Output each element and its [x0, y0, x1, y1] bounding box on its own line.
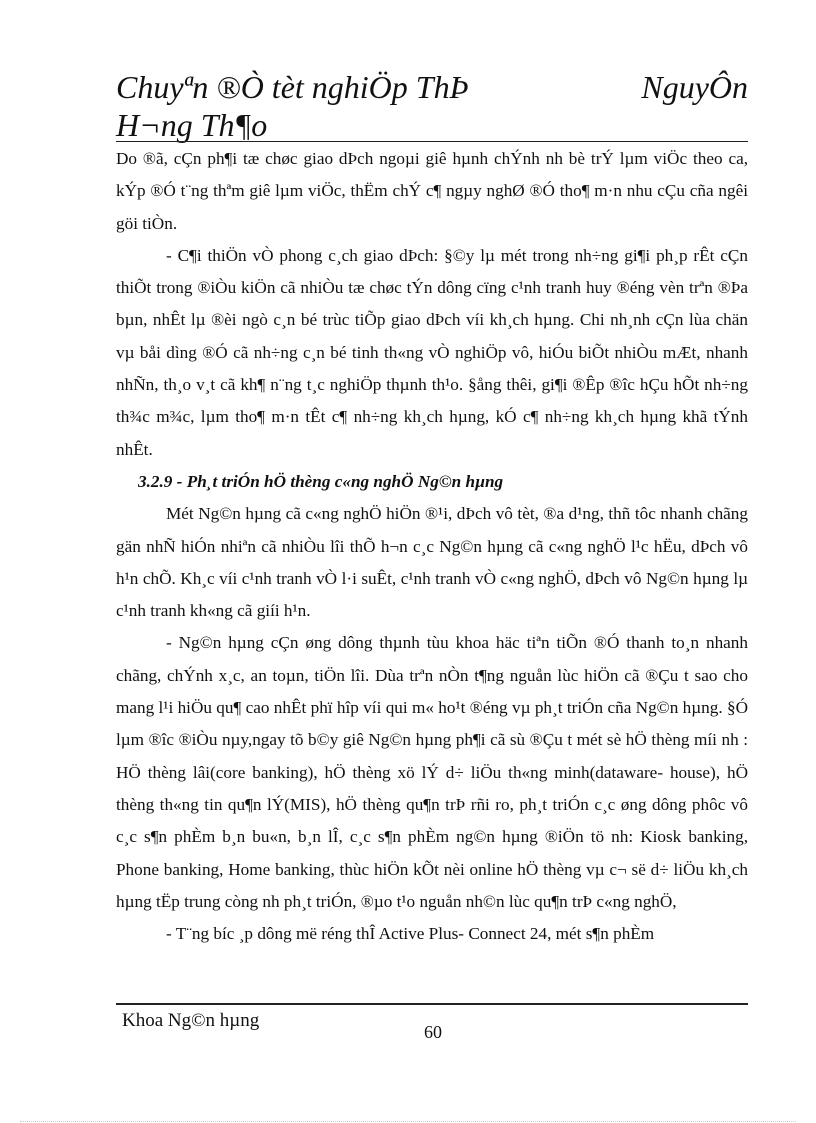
- paragraph-4: - Ng©n hµng cÇn øng dông thµnh tùu khoa häc tiªn tiÕn ®Ó thanh to¸n nhanh chãng, chÝnh x¸c, an toµn, tiÖn lîi. Dùa trªn nÒn t¶ng nguån lùc hiÖn cã ®Çu t sao cho mang l¹i hiÖu qu¶ cao nhÊt phï hîp víi qui m« ho¹t ®éng vµ ph¸t triÓn cña Ng©n hµng. §Ó lµm ®îc ®iÒu nµy,ngay tõ b©y giê Ng©n hµng ph¶i cã sù ®Çu t mét sè hÖ thèng míi nh : HÖ thèng lâi(core banking), hÖ thèng xö lÝ d÷ liÖu th«ng minh(dataware- house), hÖ thèng th«ng tin qu¶n lÝ(MIS), hÖ thèng qu¶n trÞ rñi ro, ph¸t triÓn c¸c øng dông phôc vô c¸c s¶n phÈm b¸n bu«n, b¸n lÎ, c¸c s¶n phÈm ng©n hµng ®iÖn tö nh: Kiosk banking, Phone banking, Home banking, thùc hiÖn kÕt nèi online hÖ thèng vµ c¬ së d÷ liÖu kh¸ch hµng tËp trung còng nh ph¸t triÓn, ®µo t¹o nguån nh©n lùc qu¶n trÞ c«ng nghÖ,: [116, 633, 748, 911]
- paragraph-2: - C¶i thiÖn vÒ phong c¸ch giao dÞch: §©y lµ mét trong nh÷ng gi¶i ph¸p rÊt cÇn thiÕt trong ®iÒu kiÖn cã nhiÒu tæ chøc tÝn dông cïng c¹nh tranh huy ®éng vèn trªn ®Þa bµn, nhÊt lµ ®èi ngò c¸n bé trùc tiÕp giao dÞch víi kh¸ch hµng. Chi nh¸nh cÇn lùa chän vµ båi dìng ®Ó cã nh÷ng c¸n bé tinh th«ng vÒ nghiÖp vô, hiÓu biÕt nhiÒu mÆt, nhanh nhÑn, th¸o v¸t cã kh¶ n¨ng t¸c nghiÖp thµnh th¹o. §ång thêi, gi¶i ®Êp ®îc hÇu hÕt nh÷ng th¾c m¾c, lµm tho¶ m·n tÊt c¶ nh÷ng kh¸ch hµng, kÓ c¶ nh÷ng kh¸ch hµng khã tÝnh nhÊt.: [116, 245, 748, 459]
- paragraph-1: Do ®ã, cÇn ph¶i tæ chøc giao dÞch ngoµi giê hµnh chÝnh nh bè trÝ lµm viÖc theo ca, kÝp ®Ó t¨ng thªm giê lµm viÖc, thËm chÝ c¶ ngµy nghØ ®Ó tho¶ m·n nhu cÇu cña ngêi göi tiÒn.: [116, 149, 748, 233]
- footer-department: Khoa Ng©n hµng: [122, 1010, 260, 1031]
- header-title-left: Chuyªn ®Ò tèt nghiÖp ThÞ H¬ng Th¶o: [116, 69, 470, 143]
- footer-divider: [116, 1003, 748, 1005]
- page-number: 60: [424, 1022, 442, 1042]
- header-divider: [116, 141, 748, 142]
- section-heading: 3.2.9 - Ph¸t triÓn hÖ thèng c«ng nghÖ Ng©n hµng: [138, 471, 504, 491]
- document-body: [116, 143, 748, 950]
- header-title-right: NguyÔn: [641, 69, 748, 105]
- paragraph-5: - T¨ng bíc ¸p dông më réng thÎ Active Plus- Connect 24, mét s¶n phÈm: [166, 924, 655, 944]
- paragraph-3: Mét Ng©n hµng cã c«ng nghÖ hiÖn ®¹i, dÞch vô tèt, ®a d¹ng, thñ tôc nhanh chãng gän nhÑ hiÓn nhiªn cã nhiÒu lîi thÕ h¬n c¸c Ng©n hµng cã c«ng nghÖ l¹c hËu, dÞch vô h¹n chÕ. Kh¸c víi c¹nh tranh vÒ l·i suÊt, c¹nh tranh vÒ c«ng nghÖ, dÞch vô Ng©n hµng lµ c¹nh tranh kh«ng cã giíi h¹n.: [116, 504, 748, 621]
- page-edge-divider: [20, 1121, 796, 1122]
